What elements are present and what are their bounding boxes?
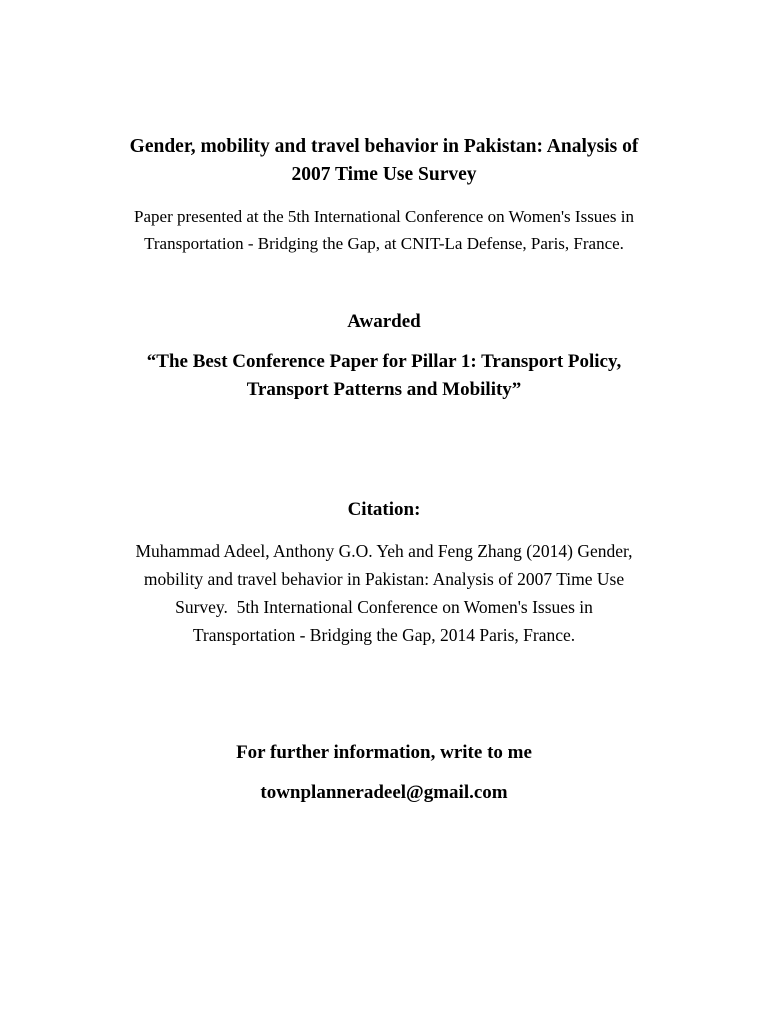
contact-email (0, 780, 768, 806)
citation-body (0, 537, 768, 649)
citation-line-1: Muhammad Adeel, Anthony G.O. Yeh and Feng Zhang (2014) Gender, (135, 541, 633, 561)
citation-line-2: mobility and travel behavior in Pakistan: Analysis of 2007 Time Use (143, 569, 625, 589)
citation-line-4: Transportation - Bridging the Gap, 2014 Paris, France. (192, 625, 576, 645)
award-heading-text: Awarded (347, 311, 421, 332)
citation-heading-text: Citation: (347, 499, 421, 520)
citation-heading (0, 497, 768, 523)
contact-email-text: townplanneradeel@gmail.com (260, 782, 508, 803)
award-heading (0, 309, 768, 335)
document-title (0, 133, 768, 189)
title-line-2: 2007 Time Use Survey (291, 164, 477, 185)
contact-heading (0, 740, 768, 766)
presentation-note-line-1: Paper presented at the 5th International Conference on Women's Issues in (134, 207, 634, 226)
presentation-note (0, 203, 768, 257)
presentation-note-line-2: Transportation - Bridging the Gap, at CNIT-La Defense, Paris, France. (144, 234, 624, 253)
award-description-line-2: Transport Patterns and Mobility” (246, 379, 522, 400)
citation-line-3: Survey. 5th International Conference on Women's Issues in (175, 597, 593, 617)
award-description-line-1: “The Best Conference Paper for Pillar 1: Transport Policy, (146, 351, 622, 372)
title-line-1: Gender, mobility and travel behavior in Pakistan: Analysis of (129, 136, 639, 157)
contact-heading-text: For further information, write to me (236, 742, 532, 763)
award-description (0, 348, 768, 404)
